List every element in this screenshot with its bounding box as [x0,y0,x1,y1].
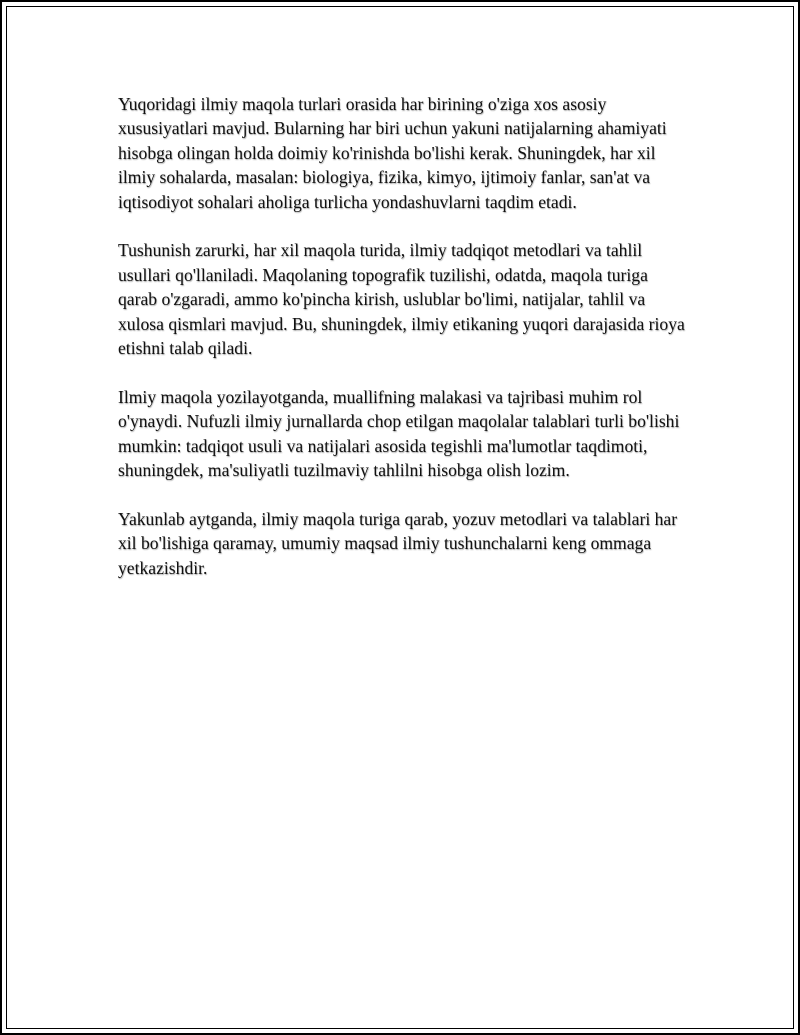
document-body [118,92,688,604]
paragraph-2: Tushunish zarurki, har xil maqola turida, ilmiy tadqiqot metodlari va tahlil usullari qo'llaniladi. Maqolaning topografik tuzilishi, odatda, maqola turiga qarab o'zgaradi, ammo ko'pincha kirish, uslublar bo'limi, natijalar, tahlil va xulosa qismlari mavjud. Bu, shuningdek, ilmiy etikaning yuqori darajasida rioya etishni talab qiladi. [118,240,685,359]
paragraph-3: Ilmiy maqola yozilayotganda, muallifning malakasi va tajribasi muhim rol o'ynaydi. Nufuzli ilmiy jurnallarda chop etilgan maqolalar talablari turli bo'lishi mumkin: tadqiqot usuli va natijalari asosida tegishli ma'lumotlar taqdimoti, shuningdek, ma'suliyatli tuzilmaviy tahlilni hisobga olish lozim. [118,386,680,481]
paragraph-1: Yuqoridagi ilmiy maqola turlari orasida har birining o'ziga xos asosiy xususiyatlari mavjud. Bularning har biri uchun yakuni natijalarning ahamiyati hisobga olingan holda doimiy ko'rinishda bo'lishi kerak. Shuningdek, har xil ilmiy sohalarda, masalan: biologiya, fizika, kimyo, ijtimoiy fanlar, san'at va iqtisodiyot sohalari aholiga turlicha yondashuvlarni taqdim etadi. [118,94,667,212]
paragraph-4: Yakunlab aytganda, ilmiy maqola turiga qarab, yozuv metodlari va talablari har xil bo'lishiga qaramay, umumiy maqsad ilmiy tushunchalarni keng ommaga yetkazishdir. [118,508,678,578]
